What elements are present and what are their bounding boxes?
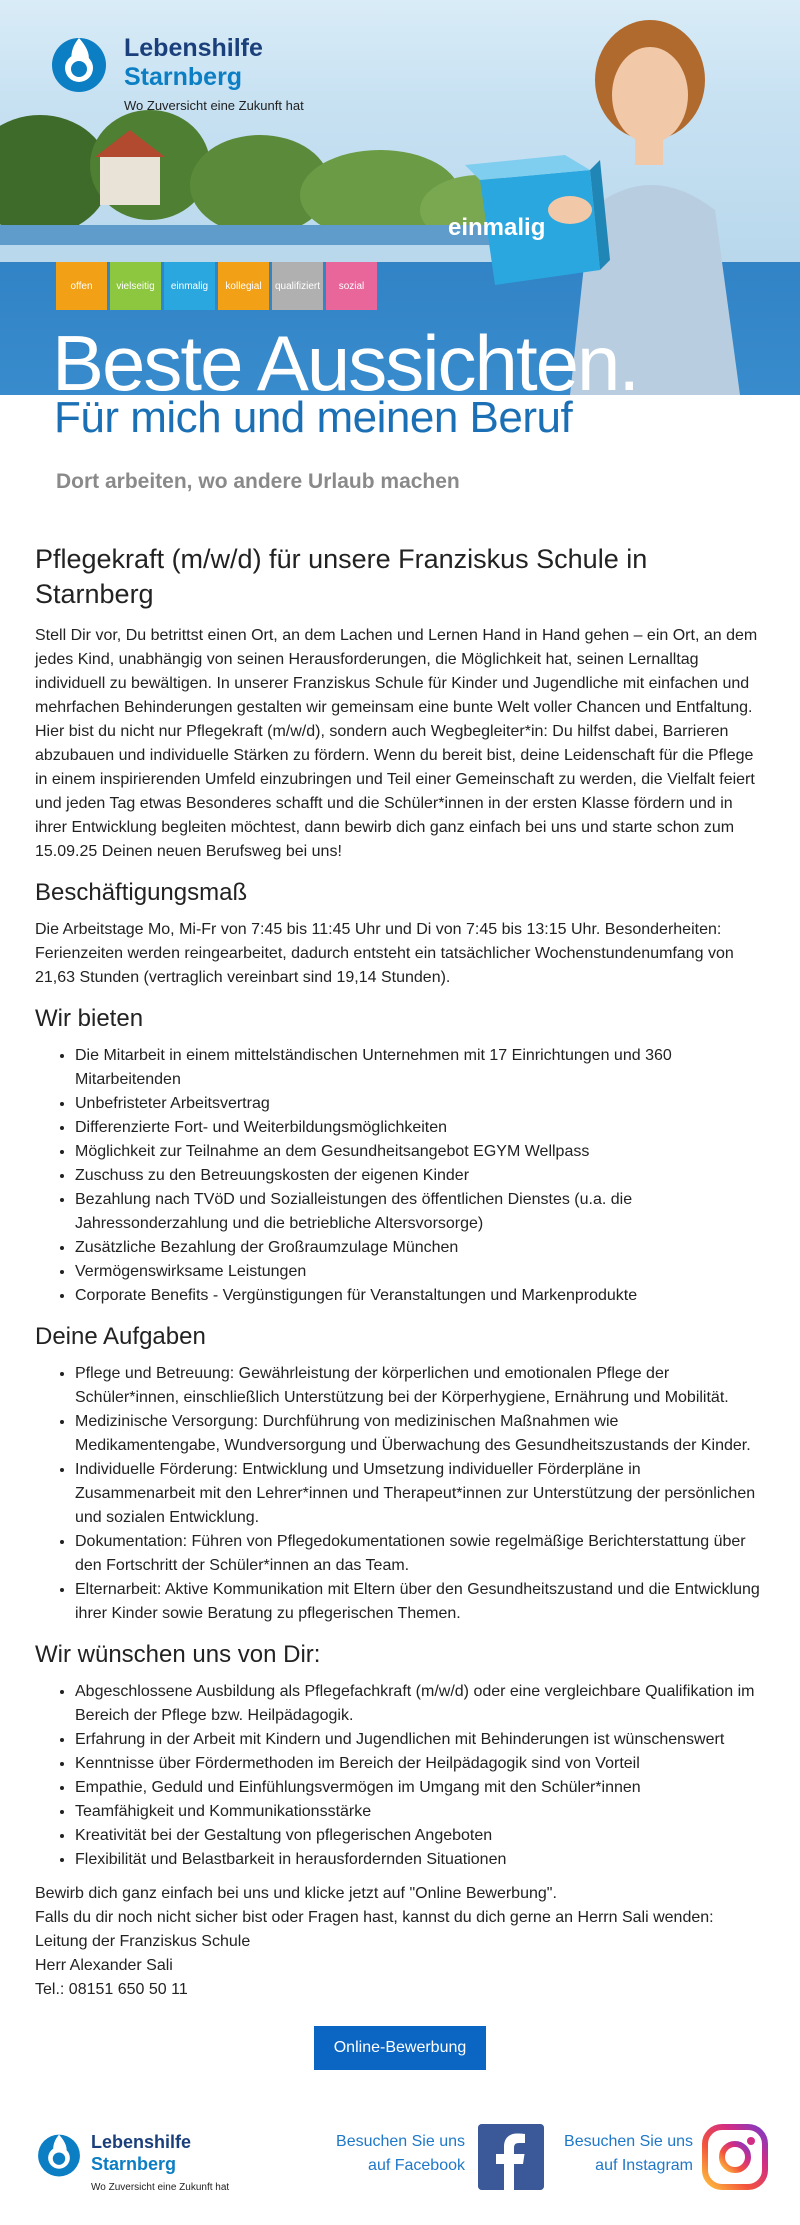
list-item: • Elternarbeit: Aktive Kommunikation mit Eltern über den Gesundheitszustand und die Entwicklung ihrer Kinder sowie Beratung zu pflegerischen Themen. [75,1578,765,1626]
footer [35,2120,765,2200]
footer-logo-slogan: Wo Zuversicht eine Zukunft hat [91,2182,230,2193]
contact-line: Herr Alexander Sali [35,1957,173,1974]
list-item: • Zusätzliche Bezahlung der Großraumzulage München [75,1236,765,1260]
footer-logo-name-line2: Starnberg [91,2154,177,2174]
online-application-button[interactable]: Online-Bewerbung [314,2026,487,2070]
value-tag-label: qualifiziert [274,280,321,292]
lebenshilfe-logo-icon [48,32,110,94]
list-item: • Empathie, Geduld und Einfühlungsvermögen im Umgang mit den Schüler*innen [75,1776,765,1800]
instagram-icon[interactable] [702,2124,768,2190]
list-item: • Medizinische Versorgung: Durchführung von medizinischen Maßnahmen wie Medikamentengabe, Wundversorgung und Überwachung des Gesundheitszustands der Kinder. [75,1410,765,1458]
value-tag [218,262,269,310]
list-item: • Differenzierte Fort- und Weiterbildungsmöglichkeiten [75,1116,765,1140]
contact-line: Falls du dir noch nicht sicher bist oder Fragen hast, kannst du dich gerne an Herrn Sali wenden: [35,1909,714,1926]
list-item: • Individuelle Förderung: Entwicklung und Umsetzung individueller Förderpläne in Zusammenarbeit mit den Lehrer*innen und Therapeut*innen zur Unterstützung der persönlichen und sozialen Entwicklung. [75,1458,765,1530]
value-tag [110,262,161,310]
contact-line: Leitung der Franziskus Schule [35,1933,251,1950]
value-tag-label: sozial [338,280,365,292]
footer-logo-name-line1: Lebenshilfe [91,2132,192,2152]
value-tags [56,262,377,310]
facebook-link[interactable] [325,2130,465,2178]
job-intro: Stell Dir vor, Du betrittst einen Ort, an dem Lachen und Lernen Hand in Hand gehen – ein Ort, an dem jedes Kind, unabhängig von seinen Herausforderungen, die Möglichkeit hat, seinen Lernalltag individuell zu bewältigen. In unserer Franziskus Schule für Kinder und Jugendliche mit einfachen und mehrfachen Behinderungen gestalten wir gemeinsam eine bunte Welt voller Chancen und Entfaltung. Hier bist du nicht nur Pflegekraft (m/w/d), sondern auch Wegbegleiter*in: Du hilfst dabei, Barrieren abzubauen und individuelle Stärken zu fördern. Wenn du bereit bist, deine Leidenschaft für die Pflege in einem inspirierenden Umfeld einzubringen und Teil einer Gemeinschaft zu werden, die Vielfalt feiert und jeden Tag etwas Besonderes schafft und die Schüler*innen in der ersten Klasse fördern und in ihrer Entwicklung begleiten möchtest, dann bewirb dich ganz einfach bei uns und starte schon zum 15.09.25 Deinen neuen Berufsweg bei uns! [35,627,758,860]
offer-list [35,1044,765,1308]
value-tag [164,262,215,310]
list-item: • Möglichkeit zur Teilnahme an dem Gesundheitsangebot EGYM Wellpass [75,1140,765,1164]
list-item: • Vermögenswirksame Leistungen [75,1260,765,1284]
list-item: • Pflege und Betreuung: Gewährleistung der körperlichen und emotionalen Pflege der Schüler*innen, einschließlich Unterstützung bei der Körperhygiene, Ernährung und Mobilität. [75,1362,765,1410]
instagram-link[interactable] [555,2130,693,2178]
list-item: • Kenntnisse über Fördermethoden im Bereich der Heilpädagogik sind von Vorteil [75,1752,765,1776]
list-item: • Flexibilität und Belastbarkeit in herausfordernden Situationen [75,1848,765,1872]
instagram-link-line1: Besuchen Sie uns [564,2133,693,2150]
facebook-link-line1: Besuchen Sie uns [336,2133,465,2150]
list-item: • Zuschuss zu den Betreuungskosten der eigenen Kinder [75,1164,765,1188]
contact-phone: Tel.: 08151 650 50 11 [35,1981,188,1998]
list-item: • Corporate Benefits - Vergünstigungen für Veranstaltungen und Markenprodukte [75,1284,765,1308]
offer-heading: Wir bieten [35,1005,144,1032]
tasks-heading: Deine Aufgaben [35,1323,206,1350]
contact-block [35,1882,765,2002]
cube-label: einmalig [448,214,546,241]
hero-subheadline: Für mich und meinen Beruf [54,393,573,442]
wishes-list [35,1680,765,1872]
logo-name-line1: Lebenshilfe [124,34,263,62]
list-item: • Kreativität bei der Gestaltung von pflegerischen Angeboten [75,1824,765,1848]
facebook-link-line2: auf Facebook [368,2157,465,2174]
hero-banner [0,0,800,493]
value-tag [326,262,377,310]
instagram-link-line2: auf Instagram [595,2157,693,2174]
hero-headline: Beste Aussichten. [52,319,639,407]
list-item: • Die Mitarbeit in einem mittelständischen Unternehmen mit 17 Einrichtungen und 360 Mitarbeitenden [75,1044,765,1092]
lebenshilfe-logo[interactable] [48,32,308,122]
list-item: • Teamfähigkeit und Kommunikationsstärke [75,1800,765,1824]
scope-heading: Beschäftigungsmaß [35,879,248,906]
wishes-heading: Wir wünschen uns von Dir: [35,1641,321,1668]
list-item: • Bezahlung nach TVöD und Sozialleistungen des öffentlichen Dienstes (u.a. die Jahressonderzahlung und die betriebliche Altersvorsorge) [75,1188,765,1236]
contact-line: Bewirb dich ganz einfach bei uns und klicke jetzt auf "Online Bewerbung". [35,1885,557,1902]
hero-tagline: Dort arbeiten, wo andere Urlaub machen [56,470,460,493]
job-posting-content [35,540,765,2070]
value-tag-label: vielseitig [116,280,155,292]
value-tag [56,262,107,310]
logo-name-line2: Starnberg [124,63,243,91]
facebook-icon[interactable] [478,2124,544,2190]
value-tag [272,262,323,310]
list-item: • Unbefristeter Arbeitsvertrag [75,1092,765,1116]
list-item: • Abgeschlossene Ausbildung als Pflegefachkraft (m/w/d) oder eine vergleichbare Qualifikation im Bereich der Pflege bzw. Heilpädagogik. [75,1680,765,1728]
value-tag-label: offen [70,280,93,292]
value-tag-label: einmalig [170,280,209,292]
tasks-list [35,1362,765,1626]
logo-slogan: Wo Zuversicht eine Zukunft hat [124,98,304,113]
lebenshilfe-logo-icon [35,2130,83,2178]
scope-text: Die Arbeitstage Mo, Mi-Fr von 7:45 bis 11:45 Uhr und Di von 7:45 bis 13:15 Uhr. Besonderheiten: Ferienzeiten werden reingearbeitet, dadurch entsteht ein tatsächlicher Wochenstundenumfang von 21,63 Stunden (vertraglich vereinbart sind 19,14 Stunden). [35,921,734,986]
value-tag-label: kollegial [225,280,262,292]
apply-button-wrap [35,2026,765,2070]
list-item: • Dokumentation: Führen von Pflegedokumentationen sowie regelmäßige Berichterstattung über den Fortschritt der Schüler*innen an das Team. [75,1530,765,1578]
job-title: Pflegekraft (m/w/d) für unsere Franziskus Schule in Starnberg [35,544,648,609]
list-item: • Erfahrung in der Arbeit mit Kindern und Jugendlichen mit Behinderungen ist wünschenswert [75,1728,765,1752]
